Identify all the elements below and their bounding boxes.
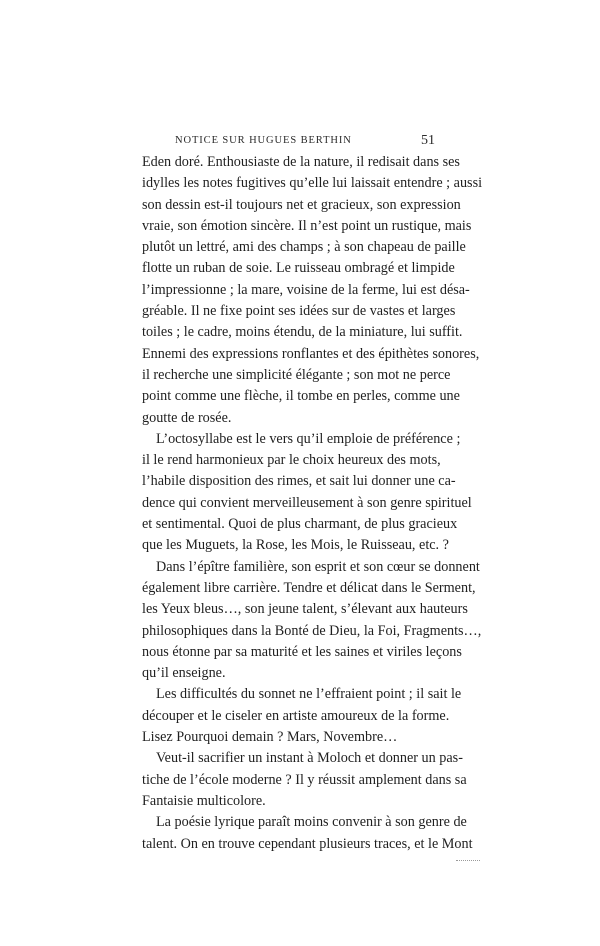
text-line: son dessin est-il toujours net et gracieux, son expression — [142, 196, 461, 213]
text-line: qu’il enseigne. — [142, 665, 226, 682]
text-line: dence qui convient merveilleusement à son genre spirituel — [142, 494, 472, 511]
text-line: l’impressionne ; la mare, voisine de la ferme, lui est désa- — [142, 281, 470, 298]
text-line: les Yeux bleus…, son jeune talent, s’élevant aux hauteurs — [142, 601, 468, 618]
text-line: idylles les notes fugitives qu’elle lui laissait entendre ; aussi — [142, 175, 483, 192]
text-line: que les Muguets, la Rose, les Mois, le Ruisseau, etc. ? — [142, 537, 449, 554]
text-line: Eden doré. Enthousiaste de la nature, il redisait dans ses — [142, 154, 460, 170]
text-line: point comme une flèche, il tombe en perles, comme une — [142, 388, 460, 405]
text-line: philosophiques dans la Bonté de Dieu, la Foi, Fragments…, — [142, 622, 482, 639]
text-line: nous étonne par sa maturité et les saines et viriles leçons — [142, 643, 462, 660]
text-line: l’habile disposition des rimes, et sait lui donner une ca- — [142, 473, 456, 490]
text-line: goutte de rosée. — [142, 409, 232, 426]
text-line: plutôt un lettré, ami des champs ; à son chapeau de paille — [142, 239, 466, 256]
text-line: et sentimental. Quoi de plus charmant, de plus gracieux — [142, 516, 458, 533]
running-header — [142, 135, 435, 151]
text-line: il le rend harmonieux par le choix heureux des mots, — [142, 452, 441, 469]
text-line: Les difficultés du sonnet ne l’effraient point ; il sait le — [156, 686, 462, 703]
text-line: Veut-il sacrifier un instant à Moloch et donner un pas- — [156, 750, 463, 767]
page-number: 51 — [421, 133, 435, 148]
text-line: L’octosyllabe est le vers qu’il emploie de préférence ; — [156, 430, 461, 447]
text-line: toiles ; le cadre, moins étendu, de la miniature, lui suffit. — [142, 324, 463, 341]
text-line: découper et le ciseler en artiste amoureux de la forme. — [142, 707, 450, 724]
text-line: La poésie lyrique paraît moins convenir à son genre de — [156, 814, 467, 831]
text-line: il recherche une simplicité élégante ; son mot ne perce — [142, 366, 451, 383]
text-line: tiche de l’école moderne ? Il y réussit amplement dans sa — [142, 771, 467, 788]
body-text — [142, 152, 483, 855]
text-line: également libre carrière. Tendre et délicat dans le Serment, — [142, 579, 476, 596]
text-line: flotte un ruban de soie. Le ruisseau ombragé et limpide — [142, 260, 455, 277]
text-line: talent. On en trouve cependant plusieurs traces, et le Mont — [142, 835, 473, 852]
text-line: gréable. Il ne fixe point ses idées sur de vastes et larges — [142, 303, 456, 320]
text-line: Dans l’épître familière, son esprit et son cœur se donnent — [156, 558, 480, 575]
text-line: Lisez Pourquoi demain ? Mars, Novembre… — [142, 729, 398, 746]
text-line: Ennemi des expressions ronflantes et des épithètes sonores, — [142, 345, 480, 362]
running-title: NOTICE SUR HUGUES BERTHIN — [175, 135, 352, 146]
printer-mark — [456, 860, 480, 863]
text-line: vraie, son émotion sincère. Il n’est point un rustique, mais — [142, 217, 472, 234]
text-line: Fantaisie multicolore. — [142, 792, 266, 809]
